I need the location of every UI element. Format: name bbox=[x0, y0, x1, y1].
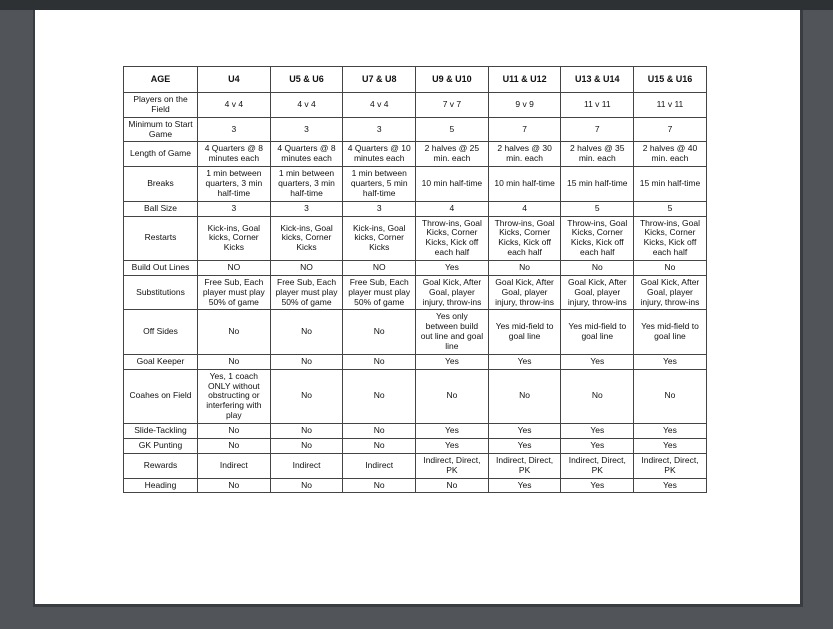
table-cell: Yes bbox=[561, 478, 634, 493]
table-cell: 1 min between quarters, 3 min half-time bbox=[198, 167, 271, 202]
table-cell: Yes bbox=[634, 424, 707, 439]
table-cell: No bbox=[343, 438, 416, 453]
age-rules-table bbox=[123, 66, 707, 493]
table-row-breaks bbox=[124, 167, 707, 202]
table-cell: 4 Quarters @ 8 minutes each bbox=[270, 142, 343, 167]
table-cell: 4 v 4 bbox=[343, 93, 416, 118]
table-row-slide-tackling bbox=[124, 424, 707, 439]
table-cell: 7 v 7 bbox=[416, 93, 489, 118]
table-cell: 4 bbox=[416, 201, 489, 216]
column-header-u13-u14: U13 & U14 bbox=[561, 67, 634, 93]
table-cell: Kick-ins, Goal kicks, Corner Kicks bbox=[270, 216, 343, 260]
column-header-u7-u8: U7 & U8 bbox=[343, 67, 416, 93]
table-cell: Yes bbox=[416, 261, 489, 276]
table-row-heading bbox=[124, 478, 707, 493]
row-label: Coahes on Field bbox=[124, 369, 198, 423]
table-cell: Goal Kick, After Goal, player injury, throw-ins bbox=[634, 275, 707, 310]
table-cell: Throw-ins, Goal Kicks, Corner Kicks, Kick off each half bbox=[561, 216, 634, 260]
table-cell: 11 v 11 bbox=[561, 93, 634, 118]
table-cell: No bbox=[270, 369, 343, 423]
table-cell: 3 bbox=[198, 201, 271, 216]
row-label: Length of Game bbox=[124, 142, 198, 167]
table-cell: 7 bbox=[634, 117, 707, 142]
row-label: Off Sides bbox=[124, 310, 198, 354]
table-cell: No bbox=[198, 478, 271, 493]
table-cell: 4 Quarters @ 10 minutes each bbox=[343, 142, 416, 167]
table-cell: No bbox=[270, 478, 343, 493]
row-label: GK Punting bbox=[124, 438, 198, 453]
table-cell: No bbox=[270, 354, 343, 369]
table-cell: No bbox=[634, 369, 707, 423]
table-cell: Indirect bbox=[270, 453, 343, 478]
table-cell: 10 min half-time bbox=[416, 167, 489, 202]
table-cell: Free Sub, Each player must play 50% of game bbox=[270, 275, 343, 310]
table-cell: 9 v 9 bbox=[488, 93, 561, 118]
table-cell: No bbox=[198, 438, 271, 453]
table-cell: Indirect, Direct, PK bbox=[416, 453, 489, 478]
table-cell: Yes bbox=[634, 478, 707, 493]
table-cell: 3 bbox=[270, 201, 343, 216]
table-cell: Goal Kick, After Goal, player injury, throw-ins bbox=[561, 275, 634, 310]
table-cell: 4 bbox=[488, 201, 561, 216]
table-cell: Indirect, Direct, PK bbox=[561, 453, 634, 478]
table-cell: Indirect, Direct, PK bbox=[634, 453, 707, 478]
table-cell: No bbox=[561, 261, 634, 276]
table-cell: 15 min half-time bbox=[561, 167, 634, 202]
table-cell: No bbox=[270, 310, 343, 354]
table-cell: No bbox=[416, 478, 489, 493]
table-cell: No bbox=[198, 354, 271, 369]
table-row-substitutions bbox=[124, 275, 707, 310]
table-cell: 4 v 4 bbox=[270, 93, 343, 118]
table-cell: No bbox=[488, 261, 561, 276]
row-label: Rewards bbox=[124, 453, 198, 478]
table-cell: 11 v 11 bbox=[634, 93, 707, 118]
table-cell: 3 bbox=[270, 117, 343, 142]
row-label: Goal Keeper bbox=[124, 354, 198, 369]
table-cell: Yes bbox=[416, 438, 489, 453]
table-row-rewards bbox=[124, 453, 707, 478]
table-cell: NO bbox=[270, 261, 343, 276]
table-row-restarts bbox=[124, 216, 707, 260]
table-cell: Goal Kick, After Goal, player injury, throw-ins bbox=[416, 275, 489, 310]
table-cell: NO bbox=[343, 261, 416, 276]
table-row-build-out-lines bbox=[124, 261, 707, 276]
table-cell: 2 halves @ 40 min. each bbox=[634, 142, 707, 167]
table-cell: 1 min between quarters, 3 min half-time bbox=[270, 167, 343, 202]
table-cell: No bbox=[343, 310, 416, 354]
table-cell: Yes bbox=[561, 354, 634, 369]
table-cell: No bbox=[343, 424, 416, 439]
table-cell: 2 halves @ 30 min. each bbox=[488, 142, 561, 167]
table-cell: Yes bbox=[416, 354, 489, 369]
table-cell: 4 v 4 bbox=[198, 93, 271, 118]
table-cell: Kick-ins, Goal kicks, Corner Kicks bbox=[343, 216, 416, 260]
table-row-length-of-game bbox=[124, 142, 707, 167]
table-row-coaches-on-field bbox=[124, 369, 707, 423]
table-row-minimum-start bbox=[124, 117, 707, 142]
table-row-off-sides bbox=[124, 310, 707, 354]
table-cell: Indirect bbox=[343, 453, 416, 478]
row-label: Build Out Lines bbox=[124, 261, 198, 276]
table-cell: Yes bbox=[634, 438, 707, 453]
row-label: Players on the Field bbox=[124, 93, 198, 118]
table-cell: No bbox=[343, 369, 416, 423]
column-header-u5-u6: U5 & U6 bbox=[270, 67, 343, 93]
row-label: Minimum to Start Game bbox=[124, 117, 198, 142]
table-cell: No bbox=[198, 424, 271, 439]
table-cell: Goal Kick, After Goal, player injury, throw-ins bbox=[488, 275, 561, 310]
row-label: Breaks bbox=[124, 167, 198, 202]
column-header-age: AGE bbox=[124, 67, 198, 93]
column-header-u9-u10: U9 & U10 bbox=[416, 67, 489, 93]
table-cell: 5 bbox=[561, 201, 634, 216]
table-cell: Yes only between build out line and goal line bbox=[416, 310, 489, 354]
table-cell: 10 min half-time bbox=[488, 167, 561, 202]
viewer-top-bar bbox=[0, 0, 833, 10]
table-row-players-on-field bbox=[124, 93, 707, 118]
table-cell: 3 bbox=[343, 201, 416, 216]
table-row-ball-size bbox=[124, 201, 707, 216]
column-header-u15-u16: U15 & U16 bbox=[634, 67, 707, 93]
table-cell: No bbox=[561, 369, 634, 423]
column-header-u4: U4 bbox=[198, 67, 271, 93]
table-cell: 2 halves @ 35 min. each bbox=[561, 142, 634, 167]
table-cell: 7 bbox=[488, 117, 561, 142]
table-row-gk-punting bbox=[124, 438, 707, 453]
row-label: Restarts bbox=[124, 216, 198, 260]
table-cell: 2 halves @ 25 min. each bbox=[416, 142, 489, 167]
table-cell: No bbox=[270, 424, 343, 439]
table-cell: Yes bbox=[488, 424, 561, 439]
table-cell: Free Sub, Each player must play 50% of game bbox=[198, 275, 271, 310]
table-cell: 3 bbox=[343, 117, 416, 142]
table-cell: No bbox=[343, 478, 416, 493]
table-cell: 5 bbox=[416, 117, 489, 142]
document-page bbox=[33, 10, 803, 607]
table-cell: 15 min half-time bbox=[634, 167, 707, 202]
table-cell: Yes mid-field to goal line bbox=[561, 310, 634, 354]
table-cell: Yes mid-field to goal line bbox=[634, 310, 707, 354]
table-cell: Yes bbox=[488, 438, 561, 453]
table-cell: Yes bbox=[561, 424, 634, 439]
table-cell: Yes, 1 coach ONLY without obstructing or interfering with play bbox=[198, 369, 271, 423]
table-cell: Yes bbox=[488, 478, 561, 493]
table-cell: Indirect bbox=[198, 453, 271, 478]
table-cell: 4 Quarters @ 8 minutes each bbox=[198, 142, 271, 167]
table-cell: Kick-ins, Goal kicks, Corner Kicks bbox=[198, 216, 271, 260]
table-cell: Throw-ins, Goal Kicks, Corner Kicks, Kick off each half bbox=[634, 216, 707, 260]
table-cell: No bbox=[634, 261, 707, 276]
table-cell: Yes bbox=[561, 438, 634, 453]
table-cell: Yes mid-field to goal line bbox=[488, 310, 561, 354]
table-cell: 7 bbox=[561, 117, 634, 142]
table-cell: Yes bbox=[416, 424, 489, 439]
table-cell: 3 bbox=[198, 117, 271, 142]
table-cell: 5 bbox=[634, 201, 707, 216]
table-cell: No bbox=[416, 369, 489, 423]
table-cell: No bbox=[198, 310, 271, 354]
table-cell: Throw-ins, Goal Kicks, Corner Kicks, Kick off each half bbox=[488, 216, 561, 260]
table-cell: No bbox=[270, 438, 343, 453]
row-label: Substitutions bbox=[124, 275, 198, 310]
table-cell: Throw-ins, Goal Kicks, Corner Kicks, Kick off each half bbox=[416, 216, 489, 260]
table-cell: No bbox=[488, 369, 561, 423]
table-header-row bbox=[124, 67, 707, 93]
column-header-u11-u12: U11 & U12 bbox=[488, 67, 561, 93]
row-label: Slide-Tackling bbox=[124, 424, 198, 439]
table-cell: Indirect, Direct, PK bbox=[488, 453, 561, 478]
table-cell: NO bbox=[198, 261, 271, 276]
table-container bbox=[123, 66, 707, 493]
table-cell: 1 min between quarters, 5 min half-time bbox=[343, 167, 416, 202]
row-label: Ball Size bbox=[124, 201, 198, 216]
table-cell: No bbox=[343, 354, 416, 369]
table-cell: Free Sub, Each player must play 50% of game bbox=[343, 275, 416, 310]
table-row-goal-keeper bbox=[124, 354, 707, 369]
row-label: Heading bbox=[124, 478, 198, 493]
table-cell: Yes bbox=[488, 354, 561, 369]
table-cell: Yes bbox=[634, 354, 707, 369]
